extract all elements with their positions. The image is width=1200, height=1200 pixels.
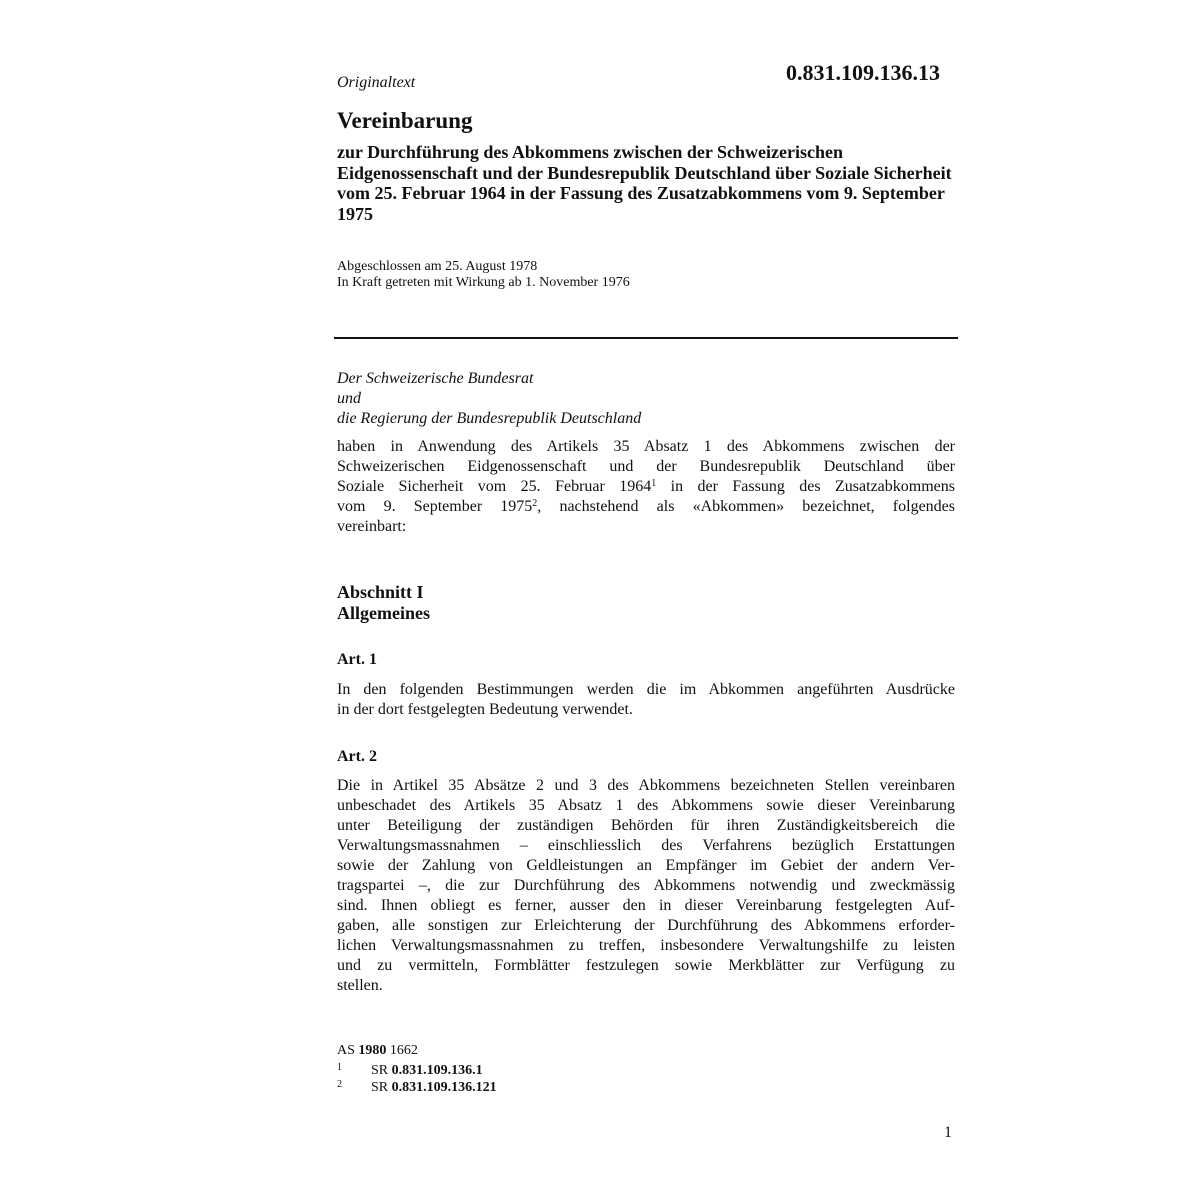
- article-line: stellen.: [337, 977, 383, 994]
- footnote-2-mark: 2: [337, 1079, 342, 1090]
- concluded-date: Abgeschlossen am 25. August 1978: [337, 259, 538, 274]
- article-line: in der dort festgelegten Bedeutung verwendet.: [337, 701, 633, 718]
- preamble-line: vereinbart:: [337, 518, 407, 535]
- dates-block: [337, 259, 630, 291]
- horizontal-rule: [334, 337, 958, 339]
- page-number: 1: [944, 1124, 952, 1141]
- section-heading: [337, 582, 430, 624]
- article-1-heading: Art. 1: [337, 651, 377, 668]
- in-force-date: In Kraft getreten mit Wirkung ab 1. November 1976: [337, 275, 630, 290]
- article-line: Die in Artikel 35 Absätze 2 und 3 des Abkommens bezeichneten Stellen vereinbaren: [337, 777, 955, 794]
- article-line: sind. Ihnen obliegt es ferner, ausser den in dieser Vereinbarung festgelegten Auf-: [337, 897, 955, 914]
- footnote-1-mark: 1: [337, 1062, 342, 1073]
- footnote-2: 2 SR 0.831.109.136.121: [337, 1079, 497, 1095]
- preamble-paragraph: [337, 437, 955, 537]
- section-number: Abschnitt I: [337, 582, 424, 602]
- parties-conjunction: und: [337, 390, 361, 407]
- article-2-heading: Art. 2: [337, 748, 377, 765]
- article-line: und zu vermitteln, Formblätter festzulegen sowie Merkblätter zur Verfügung zu: [337, 957, 955, 974]
- footnote-ref-1[interactable]: 1: [651, 478, 657, 489]
- article-line: unbeschadet des Artikels 35 Absatz 1 des Abkommens sowie dieser Vereinbarung: [337, 797, 955, 814]
- footnote-2-ref: 0.831.109.136.121: [391, 1080, 497, 1095]
- preamble-line: Soziale Sicherheit vom 25. Februar 1964$^1$ in der Fassung des Zusatzabkommens: [337, 478, 955, 495]
- preamble-line: Schweizerischen Eidgenossenschaft und der Bundesrepublik Deutschland über: [337, 458, 955, 475]
- article-line: unter Beteiligung der zuständigen Behörden für ihren Zuständigkeitsbereich die: [337, 817, 955, 834]
- article-line: In den folgenden Bestimmungen werden die im Abkommen angeführten Ausdrücke: [337, 681, 955, 698]
- parties-block: [337, 369, 641, 429]
- party-swiss-federal-council: Der Schweizerische Bundesrat: [337, 370, 534, 387]
- preamble-line: haben in Anwendung des Artikels 35 Absatz 1 des Abkommens zwischen der: [337, 438, 955, 455]
- article-line: tragspartei –, die zur Durchführung des Abkommens notwendig und zweckmässig: [337, 877, 955, 894]
- document-title: Vereinbarung: [337, 108, 473, 133]
- article-line: gaben, alle sonstigen zur Erleichterung der Durchführung des Abkommens erforder-: [337, 917, 955, 934]
- article-line: sowie der Zahlung von Geldleistungen an Empfänger im Gebiet der andern Ver-: [337, 857, 955, 874]
- article-line: lichen Verwaltungsmassnahmen zu treffen, insbesondere Verwaltungshilfe zu leisten: [337, 937, 955, 954]
- article-2-text: [337, 776, 955, 996]
- section-title: Allgemeines: [337, 603, 430, 623]
- party-german-government: die Regierung der Bundesrepublik Deutschland: [337, 410, 642, 427]
- sr-number: 0.831.109.136.13: [786, 60, 940, 85]
- footnote-1: 1 SR 0.831.109.136.1: [337, 1062, 483, 1078]
- footnote-ref-2[interactable]: 2: [532, 498, 538, 509]
- article-1-text: [337, 680, 955, 720]
- preamble-line: vom 9. September 1975$^2$, nachstehend als «Abkommen» bezeichnet, folgendes: [337, 498, 955, 515]
- source-reference: AS 1980 1662: [337, 1043, 418, 1058]
- original-text-label: Originaltext: [337, 74, 416, 91]
- article-line: Verwaltungsmassnahmen – einschliesslich des Verfahrens bezüglich Erstattungen: [337, 837, 955, 854]
- document-subtitle: zur Durchführung des Abkommens zwischen der Schweizerischen Eidgenossenschaft und der Bundesrepublik Deutschland über Soziale Sicherheit vom 25. Februar 1964 in der Fassung des Zusatzabkommens vom 9. September 1975: [337, 142, 952, 224]
- footnote-1-ref: 0.831.109.136.1: [391, 1063, 483, 1078]
